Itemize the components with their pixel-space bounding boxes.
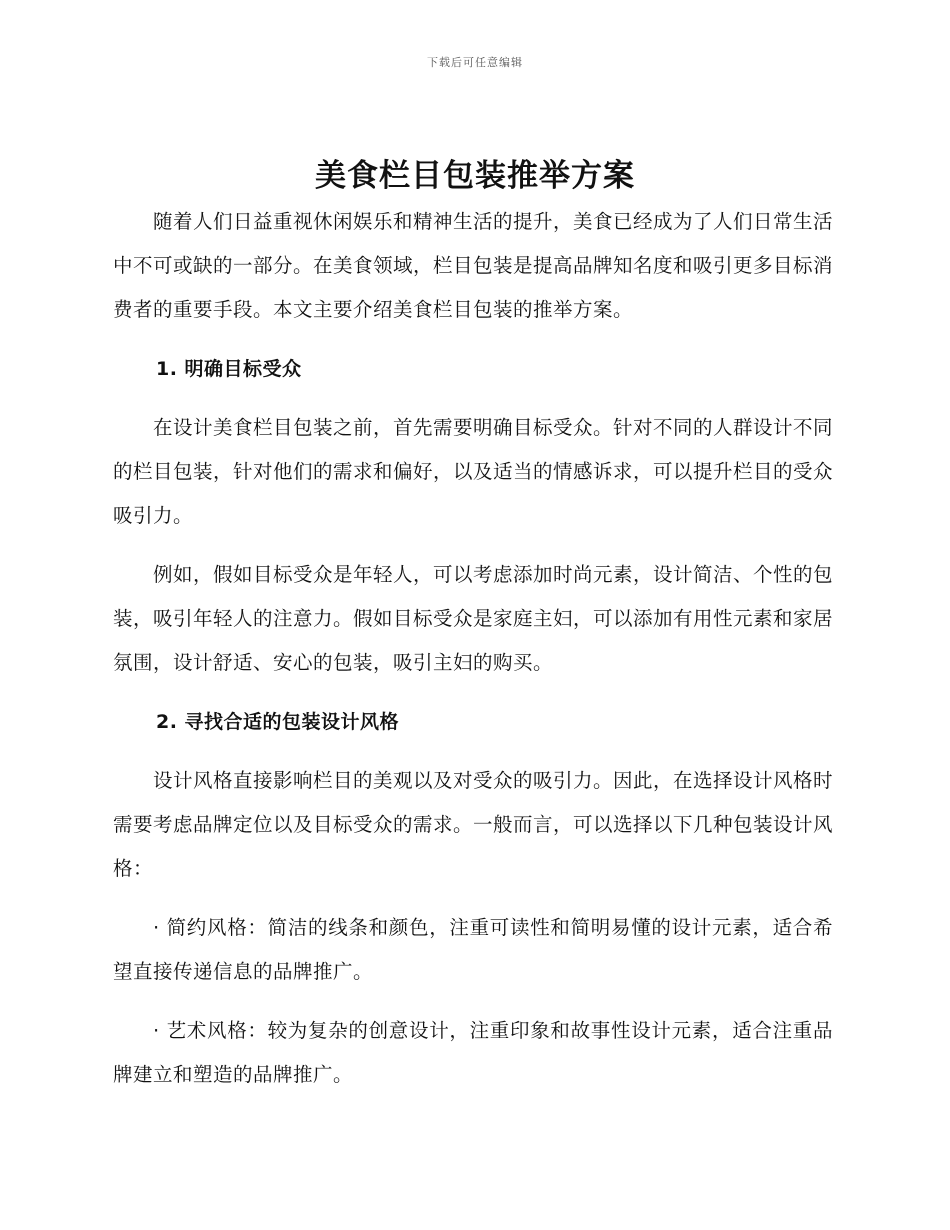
section-heading: 1. 明确目标受众: [156, 358, 302, 380]
intro-paragraph: 随着人们日益重视休闲娱乐和精神生活的提升，美食已经成为了人们日常生活中不可或缺的一部分。在美食领域，栏目包装是提高品牌知名度和吸引更多目标消费者的重要手段。本文主要介绍美食栏目包装的推举方案。: [113, 210, 834, 321]
section-heading: 2. 寻找合适的包装设计风格: [156, 711, 400, 733]
body-paragraph: 例如，假如目标受众是年轻人，可以考虑添加时尚元素，设计简洁、个性的包装，吸引年轻人的注意力。假如目标受众是家庭主妇，可以添加有用性元素和家居氛围，设计舒适、安心的包装，吸引主妇的购买。: [113, 563, 834, 674]
document-title: 美食栏目包装推举方案: [315, 158, 635, 194]
header-note: 下载后可任意编辑: [427, 56, 523, 69]
bullet-item-minimal-style: · 简约风格：简洁的线条和颜色，注重可读性和简明易懂的设计元素，适合希望直接传递信息的品牌推广。: [113, 916, 833, 983]
body-paragraph: 设计风格直接影响栏目的美观以及对受众的吸引力。因此，在选择设计风格时需要考虑品牌定位以及目标受众的需求。一般而言，可以选择以下几种包装设计风格：: [113, 769, 834, 880]
bullet-item-artistic-style: · 艺术风格：较为复杂的创意设计，注重印象和故事性设计元素，适合注重品牌建立和塑造的品牌推广。: [113, 1019, 833, 1086]
body-paragraph: 在设计美食栏目包装之前，首先需要明确目标受众。针对不同的人群设计不同的栏目包装，针对他们的需求和偏好，以及适当的情感诉求，可以提升栏目的受众吸引力。: [113, 416, 834, 527]
section-target-audience: [113, 347, 833, 685]
section-design-style: [113, 700, 833, 1097]
document-body: [113, 200, 833, 1112]
